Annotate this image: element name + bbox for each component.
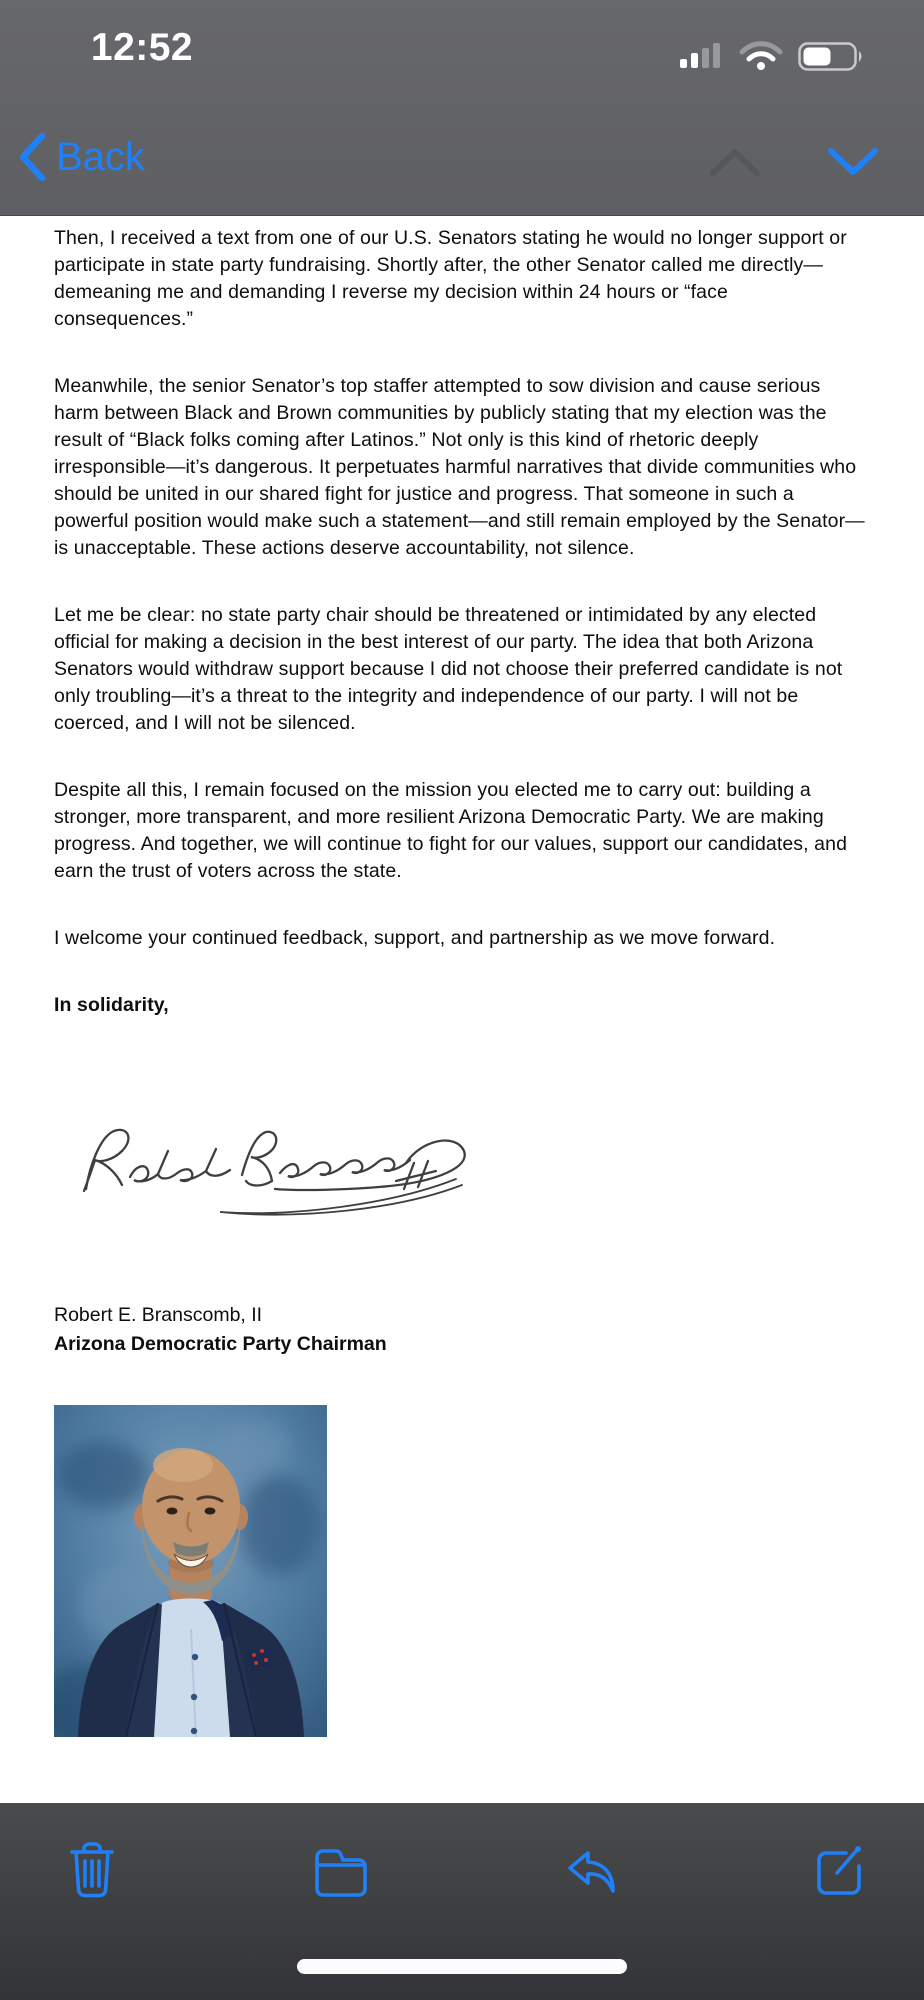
bottom-toolbar xyxy=(0,1803,924,2000)
status-and-nav-bar xyxy=(0,0,924,216)
previous-message-button[interactable] xyxy=(704,142,766,182)
email-paragraph: Then, I received a text from one of our U.S. Senators stating he would no longer support or participate in state party fundraising. Shortly after, the other Senator called me directly—demeaning me and demanding I reverse my decision within 24 hours or “face consequences.” xyxy=(54,227,847,330)
sender-title: Arizona Democratic Party Chairman xyxy=(54,1333,387,1355)
email-body xyxy=(0,216,924,1804)
chevron-up-icon xyxy=(708,146,762,178)
folder-icon xyxy=(311,1841,371,1903)
back-label: Back xyxy=(56,134,145,179)
wifi-icon xyxy=(738,40,784,72)
battery-icon xyxy=(798,40,866,72)
status-icons xyxy=(678,40,866,72)
move-to-folder-button[interactable] xyxy=(311,1841,371,1903)
back-button[interactable] xyxy=(18,132,145,182)
handwritten-signature-image xyxy=(70,1071,470,1239)
email-paragraph: Despite all this, I remain focused on the mission you elected me to carry out: building a stronger, more transparent, and more resilient Arizona Democratic Party. We are making progress. And together, we will continue to fight for our values, support our candidates, and earn the trust of voters across the state. xyxy=(54,779,848,882)
reply-icon xyxy=(562,1841,622,1903)
home-indicator[interactable] xyxy=(297,1959,627,1974)
next-message-button[interactable] xyxy=(822,142,884,182)
chevron-down-icon xyxy=(826,146,880,178)
compose-button[interactable] xyxy=(810,1841,870,1903)
chevron-left-icon xyxy=(18,132,46,182)
email-paragraph: Let me be clear: no state party chair should be threatened or intimidated by any elected official for making a decision in the best interest of our party. The idea that both Arizona Senators would withdraw support because I did not choose their preferred candidate is not only troubling—it’s a threat to the integrity and independence of our party. I will not be coerced, and I will not be silenced. xyxy=(54,604,843,734)
compose-icon xyxy=(810,1841,870,1903)
sender-portrait-photo xyxy=(54,1405,327,1737)
sender-block xyxy=(54,1301,870,1359)
cellular-signal-icon xyxy=(678,40,724,72)
email-closing: In solidarity, xyxy=(54,994,169,1016)
reply-button[interactable] xyxy=(562,1841,622,1903)
status-time: 12:52 xyxy=(90,26,194,69)
sender-name: Robert E. Branscomb, II xyxy=(54,1304,263,1326)
email-paragraph: Meanwhile, the senior Senator’s top staffer attempted to sow division and cause serious harm between Black and Brown communities by publicly stating that my election was the result of “Black folks coming after Latinos.” Not only is this kind of rhetoric deeply irresponsible—it’s dangerous. It perpetuates harmful narratives that divide communities who should be united in our shared fight for justice and progress. That someone in such a powerful position would make such a statement—and still remain employed by the Senator—is unacceptable. These actions deserve accountability, not silence. xyxy=(54,375,865,559)
trash-icon xyxy=(63,1841,121,1903)
email-paragraph: I welcome your continued feedback, support, and partnership as we move forward. xyxy=(54,927,776,949)
message-navigation xyxy=(704,142,884,182)
delete-button[interactable] xyxy=(63,1841,123,1903)
